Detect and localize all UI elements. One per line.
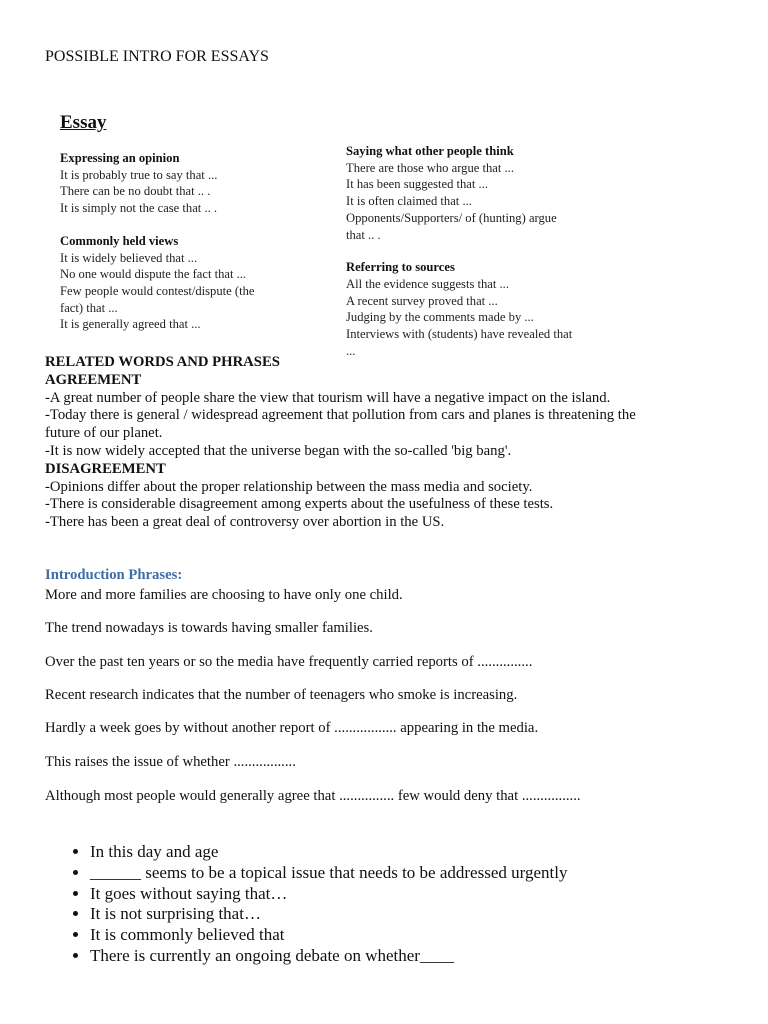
intro-phrase: More and more families are choosing to have only one child. (45, 587, 403, 603)
agreement-line: -It is now widely accepted that the universe began with the so-called 'big bang'. (45, 442, 512, 459)
disagreement-line: -There has been a great deal of controversy over abortion in the US. (45, 514, 445, 531)
agreement-heading: AGREEMENT (45, 371, 142, 388)
intro-phrase: Over the past ten years or so the media have frequently carried reports of ............... (45, 654, 533, 670)
essay-line: ... (346, 343, 356, 358)
essay-line: There can be no doubt that .. . (60, 184, 211, 199)
bullet-list (45, 842, 768, 967)
essay-right-column (346, 143, 616, 359)
document-title: POSSIBLE INTRO FOR ESSAYS (45, 48, 269, 65)
related-section (45, 354, 725, 532)
intro-phrase: The trend nowadays is towards having smaller families. (45, 620, 373, 636)
essay-line: It is probably true to say that ... (60, 167, 218, 182)
essay-line: Judging by the comments made by ... (346, 310, 534, 325)
bullet-item: • In this day and age (90, 842, 768, 863)
intro-phrase: This raises the issue of whether ................. (45, 754, 296, 770)
related-heading: RELATED WORDS AND PHRASES (45, 354, 280, 370)
essay-line: Few people would contest/dispute (the (60, 283, 255, 298)
essay-line: Interviews with (students) have revealed that (346, 327, 573, 342)
essay-heading: Essay (60, 112, 107, 133)
introduction-phrases-heading: Introduction Phrases: (45, 567, 183, 583)
disagreement-line: -There is considerable disagreement among experts about the usefulness of these tests. (45, 496, 554, 513)
essay-line: that .. . (346, 227, 381, 242)
intro-phrase: Although most people would generally agree that ............... few would deny that ................ (45, 788, 581, 804)
agreement-line: -Today there is general / widespread agreement that pollution from cars and planes is threatening the (45, 407, 636, 424)
intro-phrase: Recent research indicates that the number of teenagers who smoke is increasing. (45, 687, 518, 703)
expressing-opinion-heading: Expressing an opinion (60, 151, 180, 165)
essay-line: It is widely believed that ... (60, 250, 198, 265)
essay-line: It is simply not the case that .. . (60, 201, 218, 216)
bullet-item: • It is commonly believed that (90, 925, 768, 946)
agreement-line: -A great number of people share the view that tourism will have a negative impact on the island. (45, 389, 611, 406)
essay-line: All the evidence suggests that ... (346, 276, 509, 291)
essay-line: fact) that ... (60, 300, 118, 315)
essay-line: It is often claimed that ... (346, 194, 472, 209)
referring-to-sources-heading: Referring to sources (346, 260, 455, 275)
bullet-item: • There is currently an ongoing debate on whether____ (90, 946, 768, 967)
bullet-item: • It is not surprising that… (90, 904, 768, 925)
essay-line: No one would dispute the fact that ... (60, 267, 247, 282)
essay-line: There are those who argue that ... (346, 160, 514, 175)
intro-phrase: Hardly a week goes by without another report of ................. appearing in the media. (45, 720, 539, 736)
agreement-line: future of our planet. (45, 425, 163, 442)
saying-what-others-think-heading: Saying what other people think (346, 144, 514, 158)
essay-line: A recent survey proved that ... (346, 293, 498, 308)
disagreement-heading: DISAGREEMENT (45, 460, 166, 477)
bullet-item: • It goes without saying that… (90, 884, 768, 905)
essay-line: It is generally agreed that ... (60, 317, 201, 332)
commonly-held-views-heading: Commonly held views (60, 233, 179, 248)
essay-line: It has been suggested that ... (346, 177, 488, 192)
bullet-item: • ______ seems to be a topical issue that needs to be addressed urgently (90, 863, 768, 884)
essay-left-column (60, 150, 330, 333)
essay-line: Opponents/Supporters/ of (hunting) argue (346, 210, 557, 225)
disagreement-line: -Opinions differ about the proper relationship between the mass media and society. (45, 478, 533, 495)
